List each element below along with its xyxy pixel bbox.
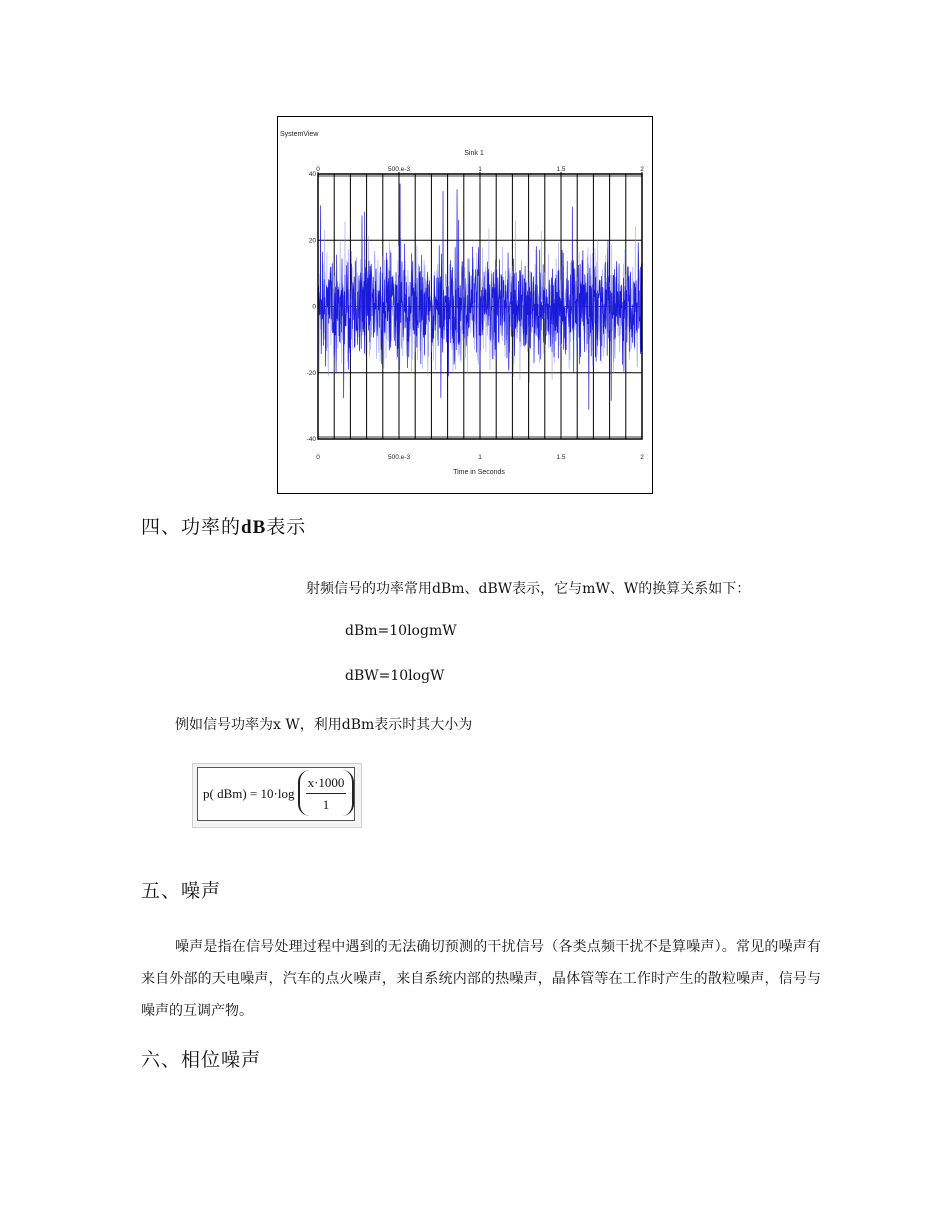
formula-parentheses — [298, 770, 354, 816]
x-tick-label-top: 500.e-3 — [387, 166, 411, 173]
x-tick-label-bottom: 2 — [640, 454, 644, 461]
section4-heading-suffix: 表示 — [266, 516, 307, 538]
x-tick-label-bottom: 1 — [478, 454, 482, 461]
y-tick-label: 0 — [312, 303, 316, 311]
x-tick-label-top: 1.5 — [556, 166, 566, 173]
x-tick-label-top: 2 — [640, 166, 644, 173]
y-tick-label: 20 — [308, 237, 316, 245]
x-tick-label-top: 1 — [478, 166, 482, 173]
x-tick-label-bottom: 0 — [316, 454, 320, 461]
formula-box — [192, 763, 362, 828]
section6-heading: 六、相位噪声 — [141, 1049, 262, 1071]
y-tick-label: -40 — [306, 436, 316, 443]
section4-heading-bold: dB — [241, 517, 267, 538]
section5-body: 噪声是指在信号处理过程中遇到的无法确切预测的干扰信号（各类点频干扰不是算噪声）。常见的噪声有来自外部的天电噪声，汽车的点火噪声，来自系统内部的热噪声，晶体管等在工作时产生的散粒噪声，信号与噪声的互调产物。 — [141, 939, 821, 1019]
section5-heading: 五、噪声 — [141, 880, 222, 902]
formula-lhs: p( dBm) = 10·log — [203, 786, 295, 801]
systemview-figure — [277, 116, 653, 494]
formula-denominator: 1 — [322, 797, 330, 812]
section4-intro: 射频信号的功率常用dBm、dBW表示，它与mW、W的换算关系如下： — [306, 581, 751, 597]
formula-numerator: x·1000 — [307, 775, 345, 790]
y-tick-label: -20 — [306, 369, 316, 377]
fraction-bar — [306, 793, 346, 794]
app-label: SystemView — [280, 131, 319, 138]
section4-heading — [141, 512, 306, 539]
x-tick-label-bottom: 500.e-3 — [387, 454, 411, 461]
x-tick-label-bottom: 1.5 — [556, 454, 566, 461]
chart-title: Sink 1 — [464, 150, 484, 157]
y-tick-label: 40 — [308, 171, 316, 178]
section4-heading-prefix: 四、功率的 — [141, 516, 242, 538]
x-tick-label-top: 0 — [316, 166, 320, 173]
formula-content — [197, 767, 355, 821]
equation-dbm: dBm=10logmW — [345, 623, 457, 639]
equation-dbw: dBW=10logW — [345, 668, 445, 684]
x-axis-label: Time in Seconds — [453, 469, 505, 476]
section4-example: 例如信号功率为x W，利用dBm表示时其大小为 — [175, 717, 473, 733]
noise-chart — [278, 117, 654, 495]
